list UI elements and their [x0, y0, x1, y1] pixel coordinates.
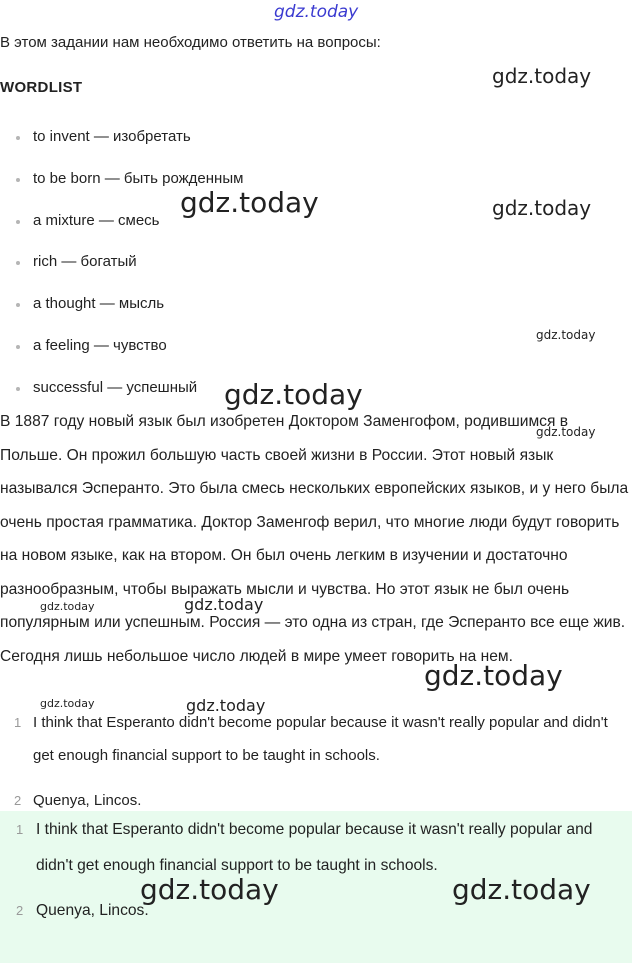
watermark: gdz.today: [452, 873, 591, 906]
wordlist-item-text: a thought — мысль: [33, 295, 165, 313]
watermark: gdz.today: [40, 600, 95, 613]
answer-text: Quenya, Lincos.: [36, 902, 149, 919]
watermark: gdz.today: [536, 328, 596, 342]
wordlist-item: [0, 247, 243, 289]
wordlist-item-text: a feeling — чувство: [33, 336, 167, 354]
wordlist-item: [0, 289, 243, 331]
bullet-icon: [16, 303, 20, 307]
wordlist-item-text: a mixture — смесь: [33, 211, 160, 229]
watermark: gdz.today: [536, 425, 596, 439]
answer-text: I think that Esperanto didn't become popular because it wasn't really popular and didn't get enough financial support to be taught in schools.: [33, 714, 608, 764]
answer-text: I think that Esperanto didn't become popular because it wasn't really popular and didn't get enough financial support to be taught in schools.: [36, 821, 593, 874]
wordlist-item-text: to be born — быть рожденным: [33, 169, 244, 187]
watermark: gdz.today: [224, 378, 363, 411]
highlighted-answers-list: [0, 812, 632, 927]
watermark: gdz.today: [492, 196, 592, 220]
bullet-icon: [16, 136, 20, 140]
answer-number: 2: [14, 793, 22, 808]
bullet-icon: [16, 178, 20, 182]
watermark-logo: gdz.today: [274, 2, 359, 22]
wordlist: [0, 122, 243, 415]
wordlist-item-text: successful — успешный: [33, 378, 198, 396]
wordlist-heading: WORDLIST: [0, 79, 83, 96]
watermark: gdz.today: [180, 186, 319, 219]
bullet-icon: [16, 345, 20, 349]
bullet-icon: [16, 387, 20, 391]
watermark: gdz.today: [40, 697, 95, 710]
bullet-icon: [16, 220, 20, 224]
intro-text: В этом задании нам необходимо ответить на вопросы:: [0, 34, 381, 51]
watermark: gdz.today: [184, 595, 264, 614]
answer-item: [0, 706, 630, 772]
watermark: gdz.today: [424, 659, 563, 692]
watermark: gdz.today: [140, 873, 279, 906]
bullet-icon: [16, 261, 20, 265]
answers-list: [0, 706, 630, 817]
answer-number: 2: [16, 903, 24, 918]
wordlist-item: [0, 122, 243, 164]
translation-paragraph: В 1887 году новый язык был изобретен Доктором Заменгофом, родившимся в Польше. Он прожил большую часть своей жизни в России. Этот новый язык назывался Эсперанто. Это была смесь нескольких европейских языков, и у него была очень простая грамматика. Доктор Заменгоф верил, что многие люди будут говорить на новом языке, как на втором. Он был очень легким в изучении и достаточно разнообразным, чтобы выражать мысли и чувства. Но этот язык не был очень популярным или успешным. Россия — это одна из стран, где Эсперанто все еще жив. Сегодня лишь небольшое число людей в мире умеет говорить на нем.: [0, 413, 629, 665]
wordlist-item: [0, 331, 243, 373]
answer-number: 1: [14, 715, 22, 730]
watermark: gdz.today: [186, 696, 266, 715]
answer-text: Quenya, Lincos.: [33, 792, 142, 809]
watermark: gdz.today: [492, 64, 592, 88]
answer-number: 1: [16, 822, 24, 837]
wordlist-item-text: to invent — изобретать: [33, 128, 191, 145]
wordlist-item-text: rich — богатый: [33, 253, 137, 271]
